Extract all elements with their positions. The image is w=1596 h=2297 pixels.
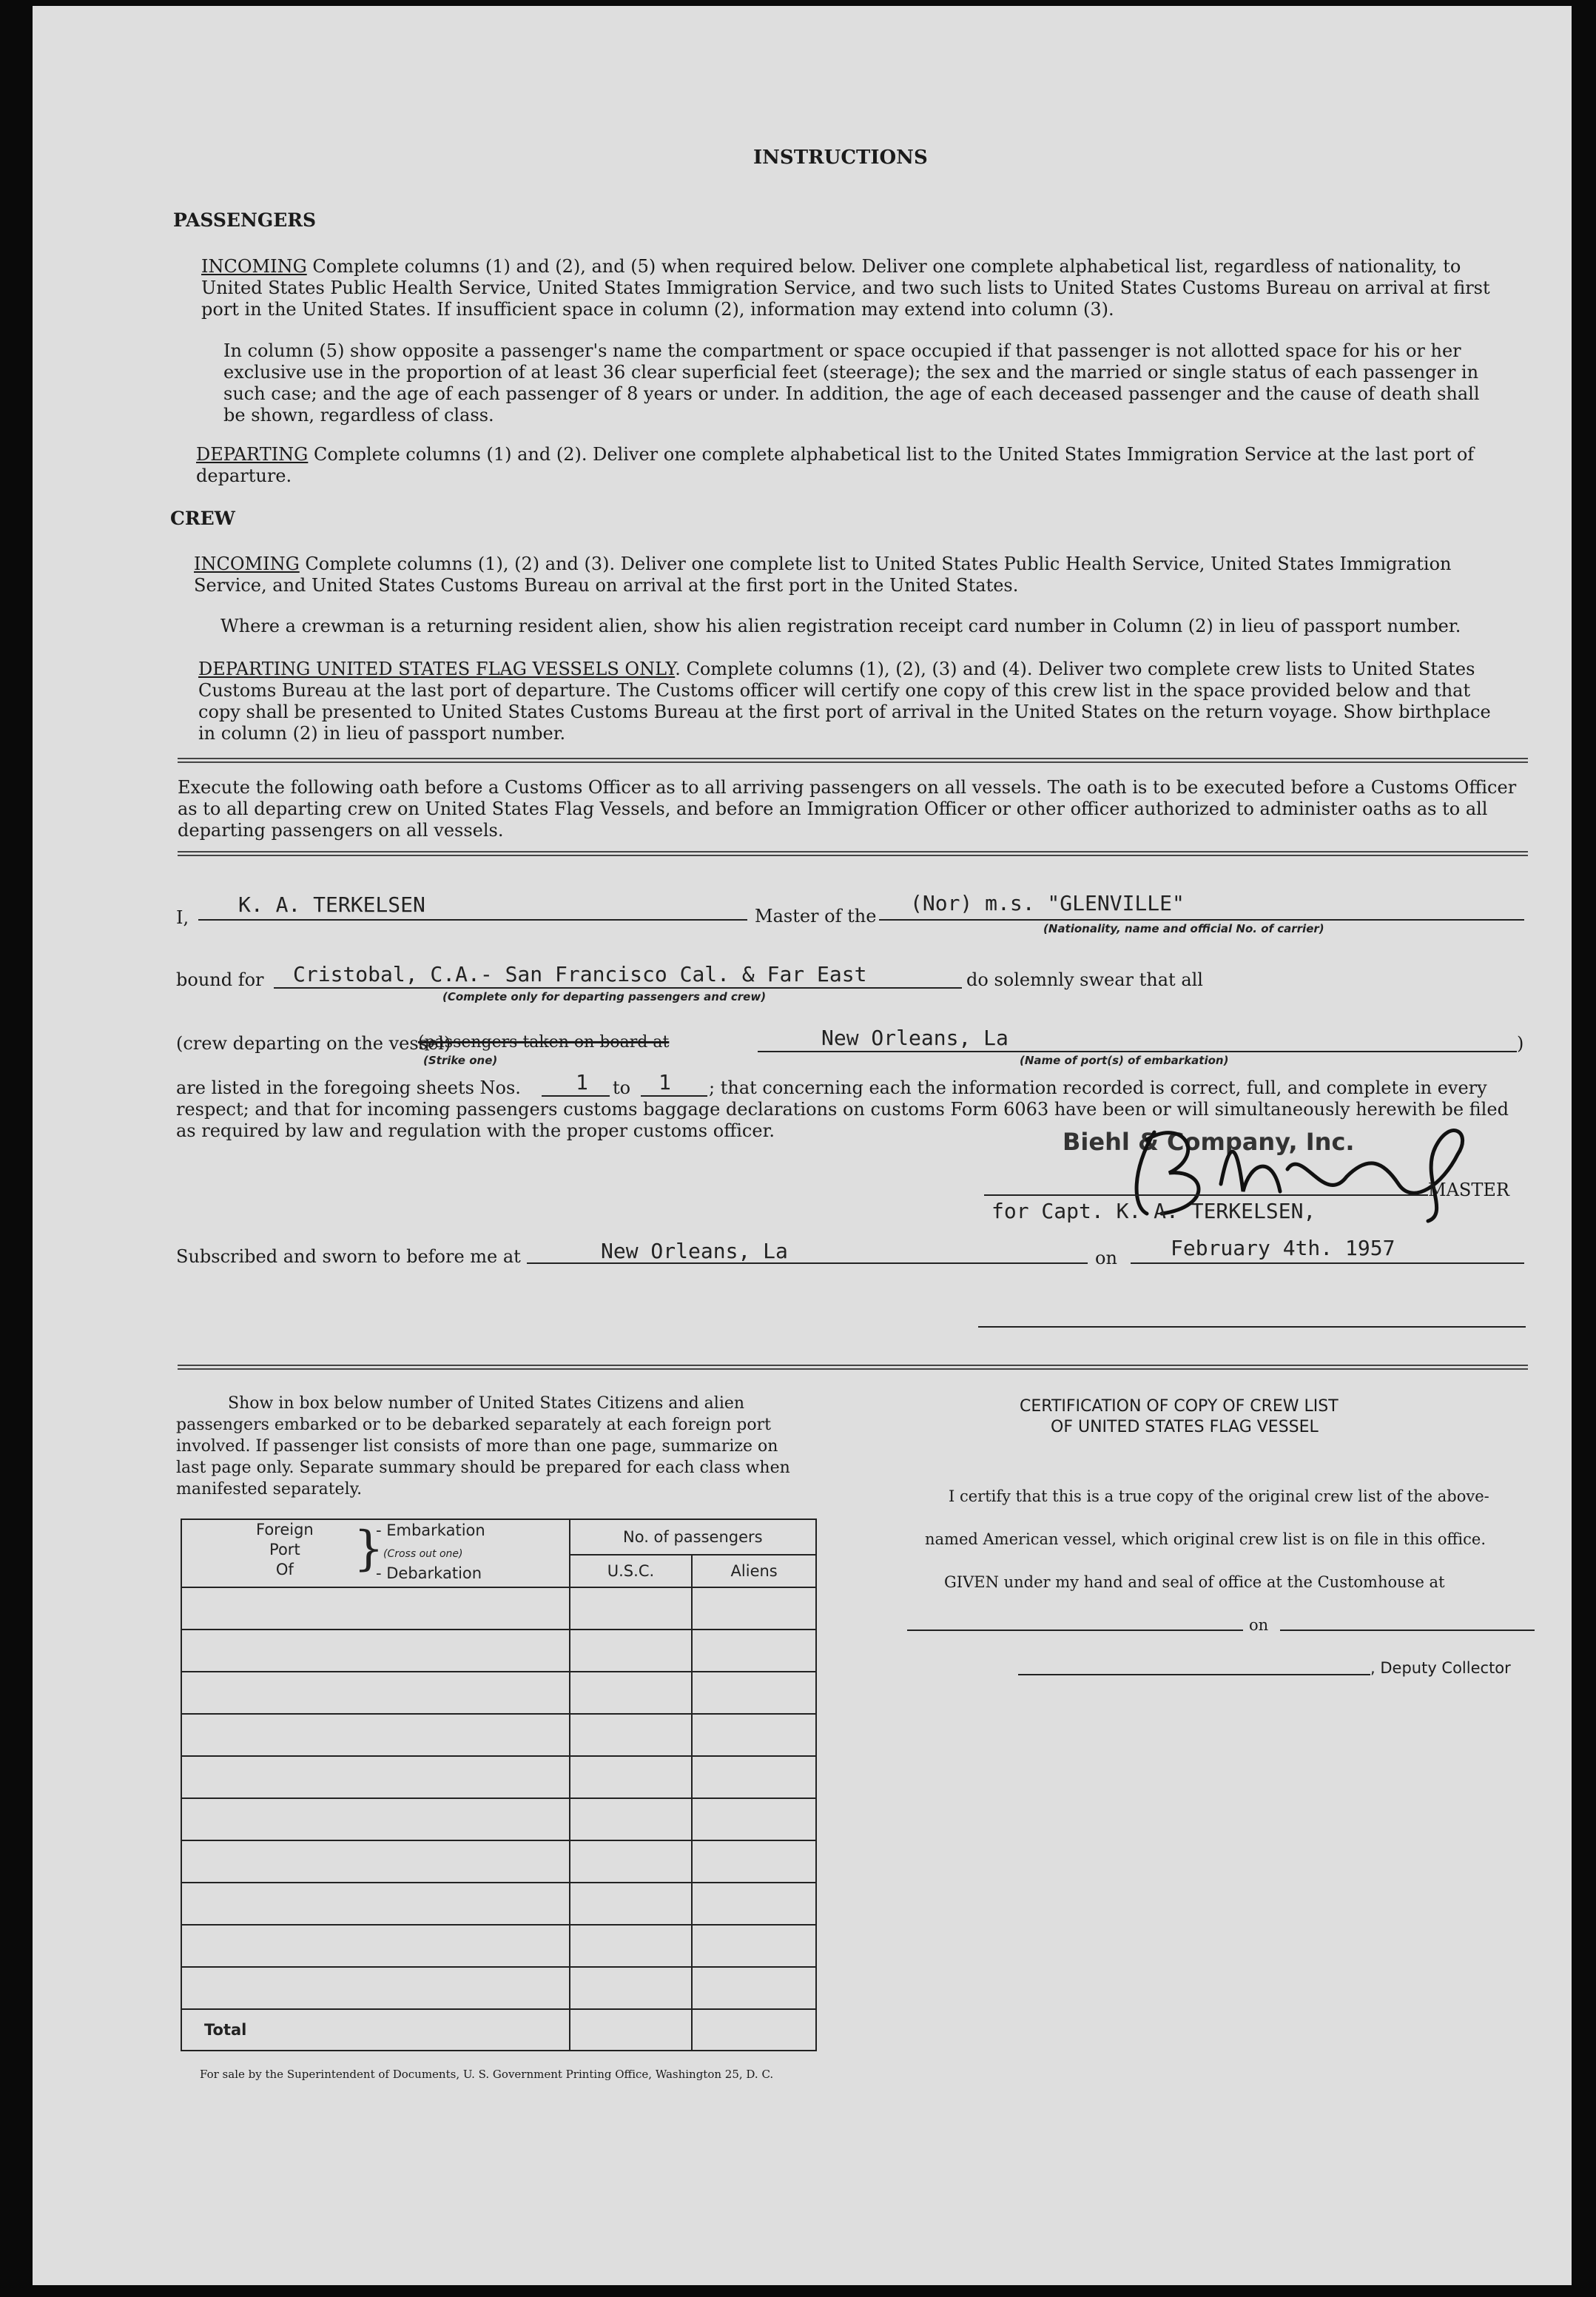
footer-note: For sale by the Superintendent of Documents, U. S. Government Printing Office, Washington 25, D. C. (200, 2068, 774, 2081)
passengers-incoming-text: Complete columns (1) and (2), and (5) when required below. Deliver one complete alphabetical list, regardless of nationality, to United States Public Health Service, United States Immigration Service, and two such lists to United States Customs Bureau on arrival at first port in the United States. If insufficient space in column (2), information may extend into column (3). (201, 256, 1490, 320)
port-cell (181, 1883, 570, 1925)
usc-cell (570, 1587, 693, 1630)
of-label: Of (275, 1561, 294, 1578)
certification-title-1: CERTIFICATION OF COPY OF CREW LIST (1020, 1397, 1339, 1416)
destination-field: Cristobal, C.A.- San Francisco Cal. & Far East (293, 962, 867, 986)
usc-cell (570, 1714, 693, 1756)
aliens-cell (692, 1672, 816, 1714)
crew-departing-block (198, 659, 1504, 744)
cross-out-label: (Cross out one) (383, 1548, 463, 1560)
usc-cell (570, 1630, 693, 1672)
struck-text: (passengers taken on board at (418, 1033, 670, 1052)
master-signature-line (984, 1194, 1428, 1196)
table-row (181, 1587, 816, 1630)
crew-heading: CREW (170, 508, 235, 529)
port-field: New Orleans, La (821, 1026, 1009, 1050)
usc-cell (570, 1883, 693, 1925)
company-stamp: Biehl & Company, Inc. (1063, 1128, 1355, 1156)
certification-on-label: on (1249, 1616, 1269, 1634)
bound-for-label: bound for (176, 969, 264, 990)
usc-cell (570, 1672, 693, 1714)
port-label: Port (269, 1541, 300, 1558)
sheet-from-field: 1 (576, 1070, 588, 1094)
table-row (181, 1925, 816, 1967)
passengers-heading: PASSENGERS (173, 209, 317, 231)
usc-cell (570, 1925, 693, 1967)
close-paren: ) (1517, 1033, 1524, 1054)
deputy-line (1018, 1674, 1370, 1675)
certification-line-3: GIVEN under my hand and seal of office at the Customhouse at (944, 1573, 1445, 1591)
passengers-departing-label: DEPARTING (196, 444, 309, 465)
table-row (181, 1840, 816, 1883)
total-label: Total (204, 2021, 247, 2039)
summary-rows (181, 1587, 816, 2009)
total-usc-cell (570, 2009, 693, 2051)
brace-icon: } (354, 1521, 384, 1576)
divider (178, 1365, 1528, 1370)
usc-header: U.S.C. (570, 1555, 693, 1587)
port-line (758, 1051, 1517, 1052)
crew-departing-text: . Complete columns (1), (2), (3) and (4). Deliver two complete crew lists to United States Customs Bureau at the last port of departure. The Customs officer will certify one copy of this crew list in the space provided below and that copy shall be presented to United States Customs Bureau at the first port of arrival in the United States on the return voyage. Show birthplace in column (2) in lieu of passport number. (198, 659, 1491, 744)
port-cell (181, 1967, 570, 2009)
foreign-label: Foreign (256, 1521, 314, 1538)
crew-incoming-label: INCOMING (194, 554, 300, 574)
summary-instructions: Show in box below number of United States Citizens and alien passengers embarked or to be debarked separately at each foreign port involved. If passenger list consists of more than one page, summarize on last page only. Separate summary should be prepared for each class when manifested separately. (176, 1394, 790, 1499)
aliens-cell (692, 1798, 816, 1840)
port-cell (181, 1672, 570, 1714)
aliens-header: Aliens (692, 1555, 816, 1587)
aliens-cell (692, 1630, 816, 1672)
passengers-departing-block (196, 444, 1502, 487)
crew-departing-phrase: (crew departing on the vessel) (176, 1033, 451, 1054)
crew-incoming-text: Complete columns (1), (2) and (3). Deliver one complete list to United States Public Health Service, United States Immigration Service, and United States Customs Bureau on arrival at the first port in the United States. (194, 554, 1452, 596)
divider (178, 851, 1528, 856)
table-row (181, 1883, 816, 1925)
passenger-summary-table (181, 1519, 817, 2051)
usc-cell (570, 1840, 693, 1883)
port-cell (181, 1798, 570, 1840)
swear-text: do solemnly swear that all (966, 969, 1203, 990)
total-cell (181, 2009, 570, 2051)
aliens-cell (692, 1883, 816, 1925)
port-cell (181, 1840, 570, 1883)
passengers-incoming-label: INCOMING (201, 256, 307, 277)
on-label: on (1095, 1248, 1117, 1268)
table-row (181, 1630, 816, 1672)
sworn-place-field: New Orleans, La (601, 1239, 788, 1263)
instructions-title: INSTRUCTIONS (753, 147, 928, 169)
officer-signature-line (978, 1326, 1526, 1328)
port-cell (181, 1925, 570, 1967)
certification-line-1: I certify that this is a true copy of the original crew list of the above- (949, 1487, 1489, 1505)
embarkation-label: - Embarkation (376, 1521, 485, 1539)
aliens-cell (692, 1840, 816, 1883)
to-label: to (613, 1077, 631, 1098)
port-caption: (Name of port(s) of embarkation) (1020, 1054, 1229, 1067)
certification-date-line (1280, 1630, 1535, 1631)
vessel-field: (Nor) m.s. "GLENVILLE" (910, 891, 1185, 915)
sworn-place-line (527, 1262, 1088, 1264)
table-row (181, 1672, 816, 1714)
table-row (181, 1756, 816, 1798)
crew-departing-label: DEPARTING UNITED STATES FLAG VESSELS ONLY (198, 659, 676, 679)
for-capt-field: for Capt. K. A. TERKELSEN, (991, 1199, 1316, 1223)
listed-text-content: ; that concerning each the information recorded is correct, full, and complete in every respect; and that for incoming passengers customs baggage declarations on customs Form 6063 have been or will simultaneously herewith be filed as required by law and regulation with the proper customs officer. (176, 1077, 1509, 1141)
port-cell (181, 1714, 570, 1756)
table-row (181, 1798, 816, 1840)
customhouse-line (907, 1630, 1243, 1631)
table-row (181, 1967, 816, 2009)
total-aliens-cell (692, 2009, 816, 2051)
vessel-line (879, 919, 1524, 921)
port-cell (181, 1630, 570, 1672)
aliens-cell (692, 1587, 816, 1630)
no-passengers-header: No. of passengers (570, 1519, 816, 1555)
destination-caption: (Complete only for departing passengers and crew) (442, 990, 767, 1003)
table-row (181, 1714, 816, 1756)
i-label: I, (176, 907, 189, 928)
passengers-column5-text: In column (5) show opposite a passenger's name the compartment or space occupied if that passenger is not allotted space for his or her exclusive use in the proportion of at least 36 clear superficial feet (steerage); the sex and the married or single status of each passenger in such case; and the age of each passenger of 8 years or under. In addition, the age of each deceased passenger and the cause of death shall be shown, regardless of class. (223, 340, 1480, 426)
crew-incoming-block (194, 554, 1504, 596)
oath-intro: Execute the following oath before a Customs Officer as to all arriving passengers on all vessels. The oath is to be executed before a Customs Officer as to all departing crew on United States Flag Vessels, and before an Immigration Officer or other officer authorized to administer oaths as to all departing passengers on all vessels. (178, 777, 1517, 841)
port-header-cell (181, 1519, 570, 1587)
master-name-line (198, 919, 747, 921)
aliens-cell (692, 1756, 816, 1798)
vessel-caption: (Nationality, name and official No. of carrier) (1043, 922, 1324, 935)
master-name-field: K. A. TERKELSEN (238, 892, 425, 917)
deputy-collector-label: , Deputy Collector (1370, 1659, 1511, 1677)
port-cell (181, 1587, 570, 1630)
aliens-cell (692, 1967, 816, 2009)
passengers-departing-text: Complete columns (1) and (2). Deliver one complete alphabetical list to the United States Immigration Service at the last port of departure. (196, 444, 1475, 486)
subscribed-label: Subscribed and sworn to before me at (176, 1246, 521, 1267)
sheet-to-field: 1 (659, 1070, 671, 1094)
usc-cell (570, 1798, 693, 1840)
certification-line-2: named American vessel, which original crew list is on file in this office. (925, 1530, 1486, 1548)
passengers-incoming-block (201, 256, 1504, 320)
listed-label: are listed in the foregoing sheets Nos. (176, 1077, 521, 1098)
sworn-date-field: February 4th. 1957 (1171, 1236, 1395, 1260)
port-cell (181, 1756, 570, 1798)
crew-resident-text: Where a crewman is a returning resident alien, show his alien registration receipt card number in Column (2) in lieu of passport number. (220, 616, 1461, 636)
usc-cell (570, 1756, 693, 1798)
debarkation-label: - Debarkation (376, 1564, 482, 1582)
divider (178, 758, 1528, 763)
aliens-cell (692, 1925, 816, 1967)
aliens-cell (692, 1714, 816, 1756)
usc-cell (570, 1967, 693, 2009)
sworn-date-line (1131, 1262, 1524, 1264)
certification-title-2: OF UNITED STATES FLAG VESSEL (1051, 1418, 1319, 1436)
master-of-label: Master of the (755, 906, 877, 926)
strike-caption: (Strike one) (423, 1054, 498, 1067)
master-label: MASTER (1428, 1180, 1509, 1200)
destination-line (274, 987, 962, 989)
